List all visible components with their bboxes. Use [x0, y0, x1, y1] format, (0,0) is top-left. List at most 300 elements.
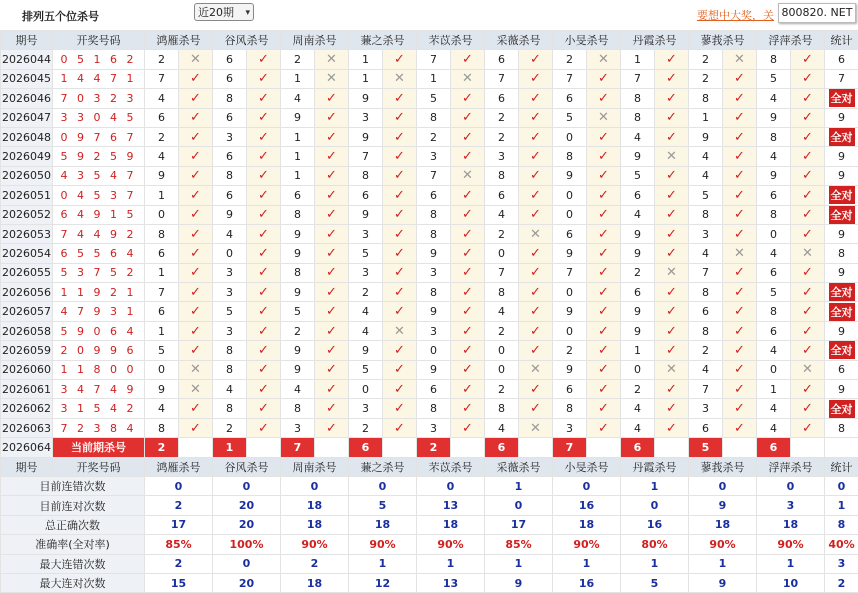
check-icon: ✓	[451, 89, 485, 108]
kill-number: 9	[621, 321, 655, 340]
promo-link[interactable]: 要想中大奖，关	[697, 7, 774, 23]
check-icon: ✓	[179, 321, 213, 340]
kill-number: 6	[145, 108, 179, 127]
check-icon: ✓	[723, 147, 757, 166]
kill-number: 4	[757, 244, 791, 263]
kill-number: 9	[213, 205, 247, 224]
draw-number: 3 4 7 4 9	[53, 380, 145, 399]
column-header: 蒹之杀号	[349, 31, 417, 50]
all-correct-label: 全对	[829, 283, 855, 301]
kill-number: 8	[213, 341, 247, 360]
table-row	[1, 147, 858, 166]
stats-label: 目前连错次数	[1, 476, 145, 495]
current-kill-number: 7	[553, 438, 587, 457]
kill-number: 4	[689, 166, 723, 185]
check-icon: ✓	[451, 50, 485, 69]
kill-number: 6	[621, 283, 655, 302]
check-icon: ✓	[519, 166, 553, 185]
stats-value: 90%	[349, 535, 417, 554]
kill-number: 5	[689, 186, 723, 205]
stats-value: 90%	[553, 535, 621, 554]
kill-number: 7	[417, 166, 451, 185]
kill-number: 8	[213, 166, 247, 185]
check-icon: ✓	[179, 186, 213, 205]
check-icon: ✓	[383, 360, 417, 379]
check-icon: ✓	[655, 186, 689, 205]
current-kill-number: 5	[689, 438, 723, 457]
check-icon: ✓	[519, 108, 553, 127]
table-row	[1, 108, 858, 127]
column-header: 鸿雁杀号	[145, 31, 213, 50]
kill-number: 2	[485, 127, 519, 146]
check-icon: ✓	[315, 244, 349, 263]
check-icon: ✓	[179, 244, 213, 263]
stats-value: 8	[825, 515, 858, 534]
check-icon: ✓	[315, 418, 349, 437]
row-total: 9	[825, 108, 858, 127]
kill-number: 1	[145, 263, 179, 282]
issue-number: 2026053	[1, 224, 53, 243]
stats-label: 准确率(全对率)	[1, 535, 145, 554]
kill-number: 4	[621, 399, 655, 418]
stats-value: 0	[621, 496, 689, 515]
stats-value: 9	[485, 573, 553, 592]
kill-number: 8	[281, 263, 315, 282]
cross-icon: ✕	[519, 224, 553, 243]
stats-value: 18	[417, 515, 485, 534]
kill-number: 0	[145, 205, 179, 224]
kill-number: 9	[621, 147, 655, 166]
check-icon: ✓	[451, 341, 485, 360]
stats-value: 10	[757, 573, 825, 592]
stats-value: 18	[757, 515, 825, 534]
stats-row	[1, 515, 858, 534]
kill-number: 6	[485, 89, 519, 108]
column-header: 开奖号码	[53, 31, 145, 50]
stats-row	[1, 496, 858, 515]
column-header: 期号	[1, 31, 53, 50]
cross-icon: ✕	[655, 360, 689, 379]
kill-number: 6	[757, 263, 791, 282]
check-icon: ✓	[383, 341, 417, 360]
check-icon: ✓	[791, 399, 825, 418]
cross-icon: ✕	[179, 360, 213, 379]
kill-number: 8	[417, 224, 451, 243]
cross-icon: ✕	[179, 50, 213, 69]
check-icon: ✓	[247, 418, 281, 437]
kill-number: 8	[145, 418, 179, 437]
stats-value: 16	[553, 496, 621, 515]
kill-number: 8	[213, 89, 247, 108]
check-icon: ✓	[723, 302, 757, 321]
row-total: 6	[825, 360, 858, 379]
stats-value: 2	[825, 573, 858, 592]
table-row	[1, 50, 858, 69]
column-header: 期号	[1, 457, 53, 476]
check-icon: ✓	[723, 418, 757, 437]
stats-value: 16	[553, 573, 621, 592]
kill-number: 9	[689, 127, 723, 146]
table-row	[1, 341, 858, 360]
kill-number: 6	[757, 321, 791, 340]
column-header: 谷风杀号	[213, 457, 281, 476]
cross-icon: ✕	[315, 50, 349, 69]
kill-number: 7	[145, 69, 179, 88]
kill-number: 6	[689, 418, 723, 437]
check-icon: ✓	[723, 283, 757, 302]
check-icon: ✓	[315, 224, 349, 243]
kill-number: 4	[757, 399, 791, 418]
check-icon: ✓	[791, 224, 825, 243]
kill-number: 0	[485, 360, 519, 379]
kill-number: 9	[281, 283, 315, 302]
column-header: 鸿雁杀号	[145, 457, 213, 476]
check-icon: ✓	[247, 186, 281, 205]
kill-number: 2	[689, 341, 723, 360]
check-icon: ✓	[383, 283, 417, 302]
check-icon: ✓	[519, 127, 553, 146]
chevron-down-icon: ▾	[245, 4, 250, 22]
kill-number: 3	[689, 399, 723, 418]
cross-icon: ✕	[315, 69, 349, 88]
stats-value: 18	[281, 496, 349, 515]
check-icon: ✓	[519, 283, 553, 302]
check-icon: ✓	[315, 302, 349, 321]
table-row	[1, 380, 858, 399]
issue-number: 2026055	[1, 263, 53, 282]
check-icon: ✓	[247, 69, 281, 88]
current-kill-number: 2	[145, 438, 179, 457]
row-total: 7	[825, 69, 858, 88]
kill-number: 4	[757, 89, 791, 108]
stats-value: 20	[213, 573, 281, 592]
column-header: 统计	[825, 31, 858, 50]
check-icon: ✓	[791, 50, 825, 69]
draw-number: 4 3 5 4 7	[53, 166, 145, 185]
check-icon: ✓	[315, 380, 349, 399]
kill-number: 4	[349, 321, 383, 340]
check-icon: ✓	[791, 89, 825, 108]
kill-number: 8	[485, 283, 519, 302]
draw-number: 7 4 4 9 2	[53, 224, 145, 243]
check-icon: ✓	[247, 89, 281, 108]
check-icon: ✓	[247, 127, 281, 146]
stats-header-row	[1, 457, 858, 476]
kill-number: 5	[281, 302, 315, 321]
stats-row	[1, 535, 858, 554]
check-icon: ✓	[247, 166, 281, 185]
issue-number: 2026056	[1, 283, 53, 302]
kill-number: 3	[417, 263, 451, 282]
stats-value: 85%	[485, 535, 553, 554]
stats-label: 目前连对次数	[1, 496, 145, 515]
kill-number: 8	[349, 166, 383, 185]
check-icon: ✓	[383, 166, 417, 185]
check-icon: ✓	[451, 127, 485, 146]
cross-icon: ✕	[451, 69, 485, 88]
empty-cell	[825, 438, 858, 457]
check-icon: ✓	[723, 360, 757, 379]
check-icon: ✓	[791, 166, 825, 185]
all-correct-badge	[825, 283, 858, 302]
kill-number: 7	[689, 263, 723, 282]
stats-value: 3	[825, 554, 858, 573]
check-icon: ✓	[791, 147, 825, 166]
kill-number: 7	[553, 69, 587, 88]
issue-number: 2026060	[1, 360, 53, 379]
kill-number: 3	[349, 108, 383, 127]
kill-number: 2	[621, 380, 655, 399]
check-icon: ✓	[655, 341, 689, 360]
check-icon: ✓	[179, 69, 213, 88]
check-icon: ✓	[587, 302, 621, 321]
kill-number: 0	[757, 360, 791, 379]
check-icon: ✓	[451, 244, 485, 263]
check-icon: ✓	[451, 399, 485, 418]
kill-number: 0	[553, 186, 587, 205]
kill-number: 8	[621, 89, 655, 108]
check-icon: ✓	[587, 166, 621, 185]
kill-number: 9	[553, 166, 587, 185]
kill-number: 9	[281, 360, 315, 379]
page-title: 排列五个位杀号	[22, 8, 99, 24]
stats-value: 90%	[757, 535, 825, 554]
check-icon: ✓	[451, 380, 485, 399]
column-header: 丹霞杀号	[621, 31, 689, 50]
check-icon: ✓	[179, 283, 213, 302]
all-correct-label: 全对	[829, 206, 855, 224]
check-icon: ✓	[655, 127, 689, 146]
kill-number: 8	[689, 205, 723, 224]
kill-number: 3	[213, 263, 247, 282]
issue-number: 2026046	[1, 89, 53, 108]
empty-cell	[587, 438, 621, 457]
check-icon: ✓	[247, 263, 281, 282]
stats-value: 0	[213, 554, 281, 573]
check-icon: ✓	[519, 321, 553, 340]
kill-number: 7	[485, 69, 519, 88]
kill-number: 6	[213, 186, 247, 205]
kill-number: 0	[553, 127, 587, 146]
stats-label: 总正确次数	[1, 515, 145, 534]
check-icon: ✓	[383, 263, 417, 282]
current-kill-number: 6	[349, 438, 383, 457]
all-correct-label: 全对	[829, 186, 855, 204]
kill-number: 8	[417, 108, 451, 127]
check-icon: ✓	[587, 380, 621, 399]
kill-number: 8	[757, 205, 791, 224]
kill-number: 1	[417, 69, 451, 88]
check-icon: ✓	[383, 224, 417, 243]
check-icon: ✓	[451, 418, 485, 437]
kill-number: 5	[213, 302, 247, 321]
check-icon: ✓	[519, 341, 553, 360]
table-row	[1, 321, 858, 340]
kill-number: 7	[145, 283, 179, 302]
all-correct-badge	[825, 205, 858, 224]
check-icon: ✓	[383, 108, 417, 127]
table-row	[1, 224, 858, 243]
kill-number: 9	[417, 302, 451, 321]
kill-number: 3	[417, 321, 451, 340]
kill-number: 5	[621, 166, 655, 185]
kill-number: 5	[349, 244, 383, 263]
table-row	[1, 302, 858, 321]
draw-number: 5 3 7 5 2	[53, 263, 145, 282]
column-header: 小旻杀号	[553, 457, 621, 476]
all-correct-badge	[825, 399, 858, 418]
kill-number-table	[0, 30, 858, 593]
check-icon: ✓	[655, 50, 689, 69]
column-header: 浮萍杀号	[757, 31, 825, 50]
check-icon: ✓	[587, 69, 621, 88]
stats-value: 1	[553, 554, 621, 573]
stats-value: 2	[145, 554, 213, 573]
all-correct-label: 全对	[829, 341, 855, 359]
kill-number: 5	[757, 283, 791, 302]
stats-value: 0	[417, 476, 485, 495]
check-icon: ✓	[587, 127, 621, 146]
kill-number: 8	[485, 166, 519, 185]
table-row	[1, 186, 858, 205]
check-icon: ✓	[723, 321, 757, 340]
stats-row	[1, 573, 858, 592]
kill-number: 8	[689, 283, 723, 302]
check-icon: ✓	[451, 360, 485, 379]
draw-number: 1 1 8 0 0	[53, 360, 145, 379]
current-period-row	[1, 438, 858, 457]
kill-number: 9	[281, 108, 315, 127]
table-row	[1, 283, 858, 302]
kill-number: 6	[417, 380, 451, 399]
stats-value: 80%	[621, 535, 689, 554]
check-icon: ✓	[655, 283, 689, 302]
table-row	[1, 127, 858, 146]
check-icon: ✓	[723, 380, 757, 399]
kill-number: 3	[417, 418, 451, 437]
kill-number: 5	[553, 108, 587, 127]
check-icon: ✓	[723, 205, 757, 224]
cross-icon: ✕	[655, 263, 689, 282]
kill-number: 6	[621, 186, 655, 205]
stats-value: 90%	[689, 535, 757, 554]
check-icon: ✓	[179, 263, 213, 282]
cross-icon: ✕	[383, 69, 417, 88]
kill-number: 4	[621, 127, 655, 146]
kill-number: 7	[553, 263, 587, 282]
all-correct-badge	[825, 302, 858, 321]
kill-number: 9	[621, 224, 655, 243]
check-icon: ✓	[383, 89, 417, 108]
check-icon: ✓	[451, 263, 485, 282]
check-icon: ✓	[451, 321, 485, 340]
table-row	[1, 205, 858, 224]
check-icon: ✓	[451, 205, 485, 224]
kill-number: 8	[757, 50, 791, 69]
kill-number: 6	[349, 186, 383, 205]
kill-number: 1	[145, 186, 179, 205]
check-icon: ✓	[519, 147, 553, 166]
kill-number: 0	[485, 341, 519, 360]
check-icon: ✓	[315, 321, 349, 340]
draw-number: 3 1 5 4 2	[53, 399, 145, 418]
kill-number: 9	[553, 244, 587, 263]
check-icon: ✓	[179, 399, 213, 418]
column-header: 芣苡杀号	[417, 31, 485, 50]
row-total: 9	[825, 380, 858, 399]
check-icon: ✓	[791, 418, 825, 437]
cross-icon: ✕	[723, 50, 757, 69]
kill-number: 9	[349, 127, 383, 146]
stats-value: 20	[213, 496, 281, 515]
kill-number: 4	[621, 418, 655, 437]
check-icon: ✓	[315, 186, 349, 205]
kill-number: 9	[553, 360, 587, 379]
kill-number: 4	[349, 302, 383, 321]
check-icon: ✓	[383, 186, 417, 205]
kill-number: 6	[553, 224, 587, 243]
kill-number: 2	[349, 418, 383, 437]
kill-number: 4	[757, 418, 791, 437]
issue-number: 2026050	[1, 166, 53, 185]
column-header: 周南杀号	[281, 31, 349, 50]
check-icon: ✓	[791, 108, 825, 127]
kill-number: 5	[349, 360, 383, 379]
kill-number: 8	[145, 224, 179, 243]
current-kill-number: 7	[281, 438, 315, 457]
kill-number: 4	[213, 224, 247, 243]
kill-number: 1	[689, 108, 723, 127]
issue-number: 2026052	[1, 205, 53, 224]
stats-row	[1, 554, 858, 573]
kill-number: 3	[281, 418, 315, 437]
kill-number: 9	[281, 224, 315, 243]
check-icon: ✓	[179, 224, 213, 243]
kill-number: 4	[485, 418, 519, 437]
kill-number: 0	[553, 205, 587, 224]
issue-number: 2026044	[1, 50, 53, 69]
check-icon: ✓	[315, 263, 349, 282]
column-header: 小旻杀号	[553, 31, 621, 50]
period-select[interactable]	[194, 3, 254, 21]
kill-number: 7	[485, 263, 519, 282]
kill-number: 4	[757, 341, 791, 360]
check-icon: ✓	[791, 283, 825, 302]
empty-cell	[723, 438, 757, 457]
column-header: 蓼莪杀号	[689, 457, 757, 476]
check-icon: ✓	[451, 147, 485, 166]
kill-number: 2	[213, 418, 247, 437]
stats-value: 15	[145, 573, 213, 592]
cross-icon: ✕	[179, 380, 213, 399]
kill-number: 2	[485, 224, 519, 243]
kill-number: 2	[621, 263, 655, 282]
kill-number: 9	[349, 205, 383, 224]
check-icon: ✓	[179, 166, 213, 185]
kill-number: 8	[417, 399, 451, 418]
kill-number: 3	[213, 283, 247, 302]
empty-cell	[315, 438, 349, 457]
kill-number: 6	[213, 50, 247, 69]
kill-number: 9	[417, 244, 451, 263]
empty-cell	[451, 438, 485, 457]
table-row	[1, 244, 858, 263]
check-icon: ✓	[723, 186, 757, 205]
kill-number: 9	[757, 108, 791, 127]
kill-number: 0	[485, 244, 519, 263]
check-icon: ✓	[587, 321, 621, 340]
table-row	[1, 418, 858, 437]
